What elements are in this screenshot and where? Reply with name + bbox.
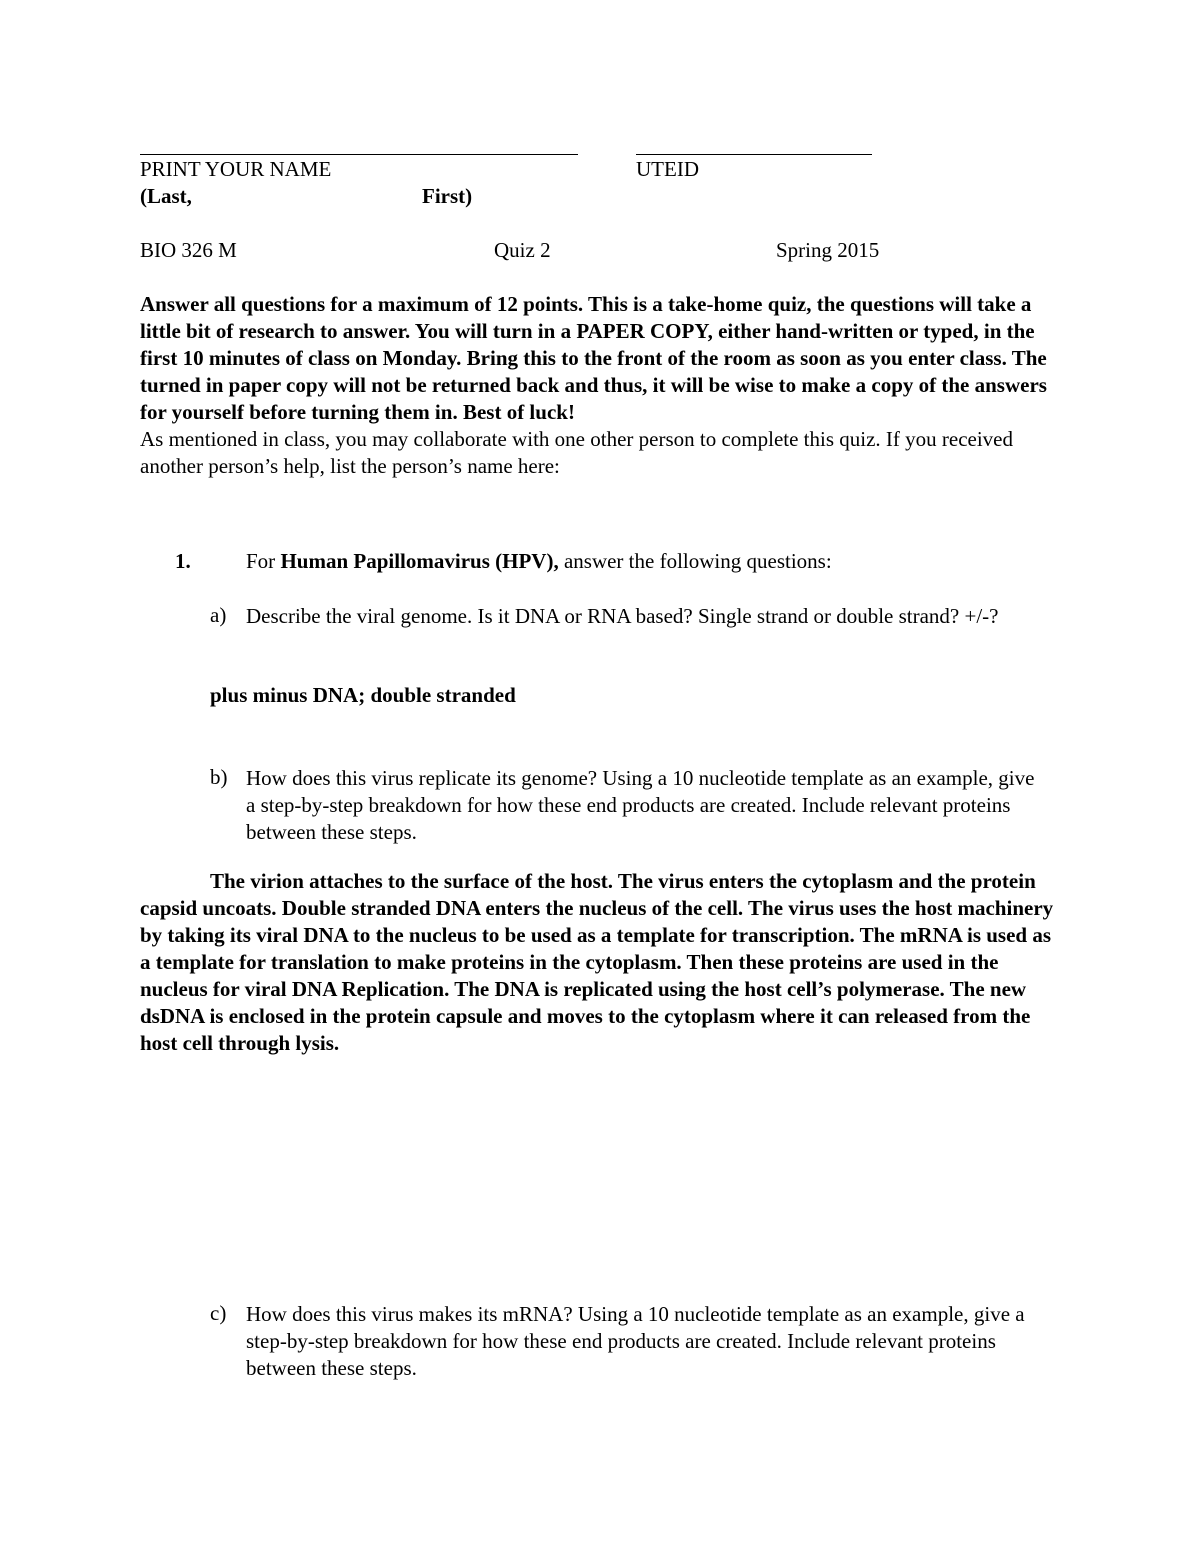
course-code: BIO 326 M — [140, 238, 237, 262]
uteid-underline — [636, 154, 872, 155]
instructions-block — [140, 291, 1060, 480]
part-c-letter: c) — [210, 1301, 227, 1325]
part-a-question: Describe the viral genome. Is it DNA or RNA based? Single strand or double strand? +/-? — [246, 604, 999, 628]
part-a-letter: a) — [210, 603, 227, 627]
part-b-question: How does this virus replicate its genome? Using a 10 nucleotide template as an example, give a step-by-step breakdown for how these end products are created. Include relevant proteins between these steps. — [246, 766, 1035, 844]
part-a-answer: plus minus DNA; double stranded — [210, 683, 516, 707]
quiz-title: Quiz 2 — [494, 238, 551, 262]
term: Spring 2015 — [776, 238, 880, 262]
question-prompt — [246, 549, 832, 574]
instructions-collab: As mentioned in class, you may collaborate with one other person to complete this quiz. If you received another person’s help, list the person’s name here: — [140, 427, 1014, 478]
virus-name: Human Papillomavirus (HPV), — [280, 549, 559, 573]
part-c-question: How does this virus makes its mRNA? Using a 10 nucleotide template as an example, give a step-by-step breakdown for how these end products are created. Include relevant proteins between these steps. — [246, 1302, 1025, 1380]
part-b-answer: The virion attaches to the surface of the host. The virus enters the cytoplasm and the protein capsid uncoats. Double stranded DNA enters the nucleus of the cell. The virus uses the host machinery by taking its viral DNA to the nucleus to be used as a template for transcription. The mRNA is used as a template for translation to make proteins in the cytoplasm. Then these proteins are used in the nucleus for viral DNA Replication. The DNA is replicated using the host cell’s polymerase. The new dsDNA is enclosed in the protein capsule and moves to the cytoplasm where it can released from the host cell through lysis. — [140, 869, 1054, 1055]
question-prefix: For — [246, 549, 281, 573]
name-underline — [140, 154, 578, 155]
last-label: (Last, — [140, 184, 192, 208]
part-b-letter: b) — [210, 765, 228, 789]
question-number: 1. — [175, 549, 191, 573]
question-suffix: answer the following questions: — [558, 549, 832, 573]
uteid-label: UTEID — [636, 157, 699, 181]
first-label: First) — [422, 184, 473, 208]
name-label: PRINT YOUR NAME — [140, 157, 332, 181]
instructions-bold: Answer all questions for a maximum of 12 points. This is a take-home quiz, the questions will take a little bit of research to answer. You will turn in a PAPER COPY, either hand-written or typed, in the first 10 minutes of class on Monday. Bring this to the front of the room as soon as you enter class. The turned in paper copy will not be returned back and thus, it will be wise to make a copy of the answers for yourself before turning them in. Best of luck! — [140, 292, 1047, 424]
